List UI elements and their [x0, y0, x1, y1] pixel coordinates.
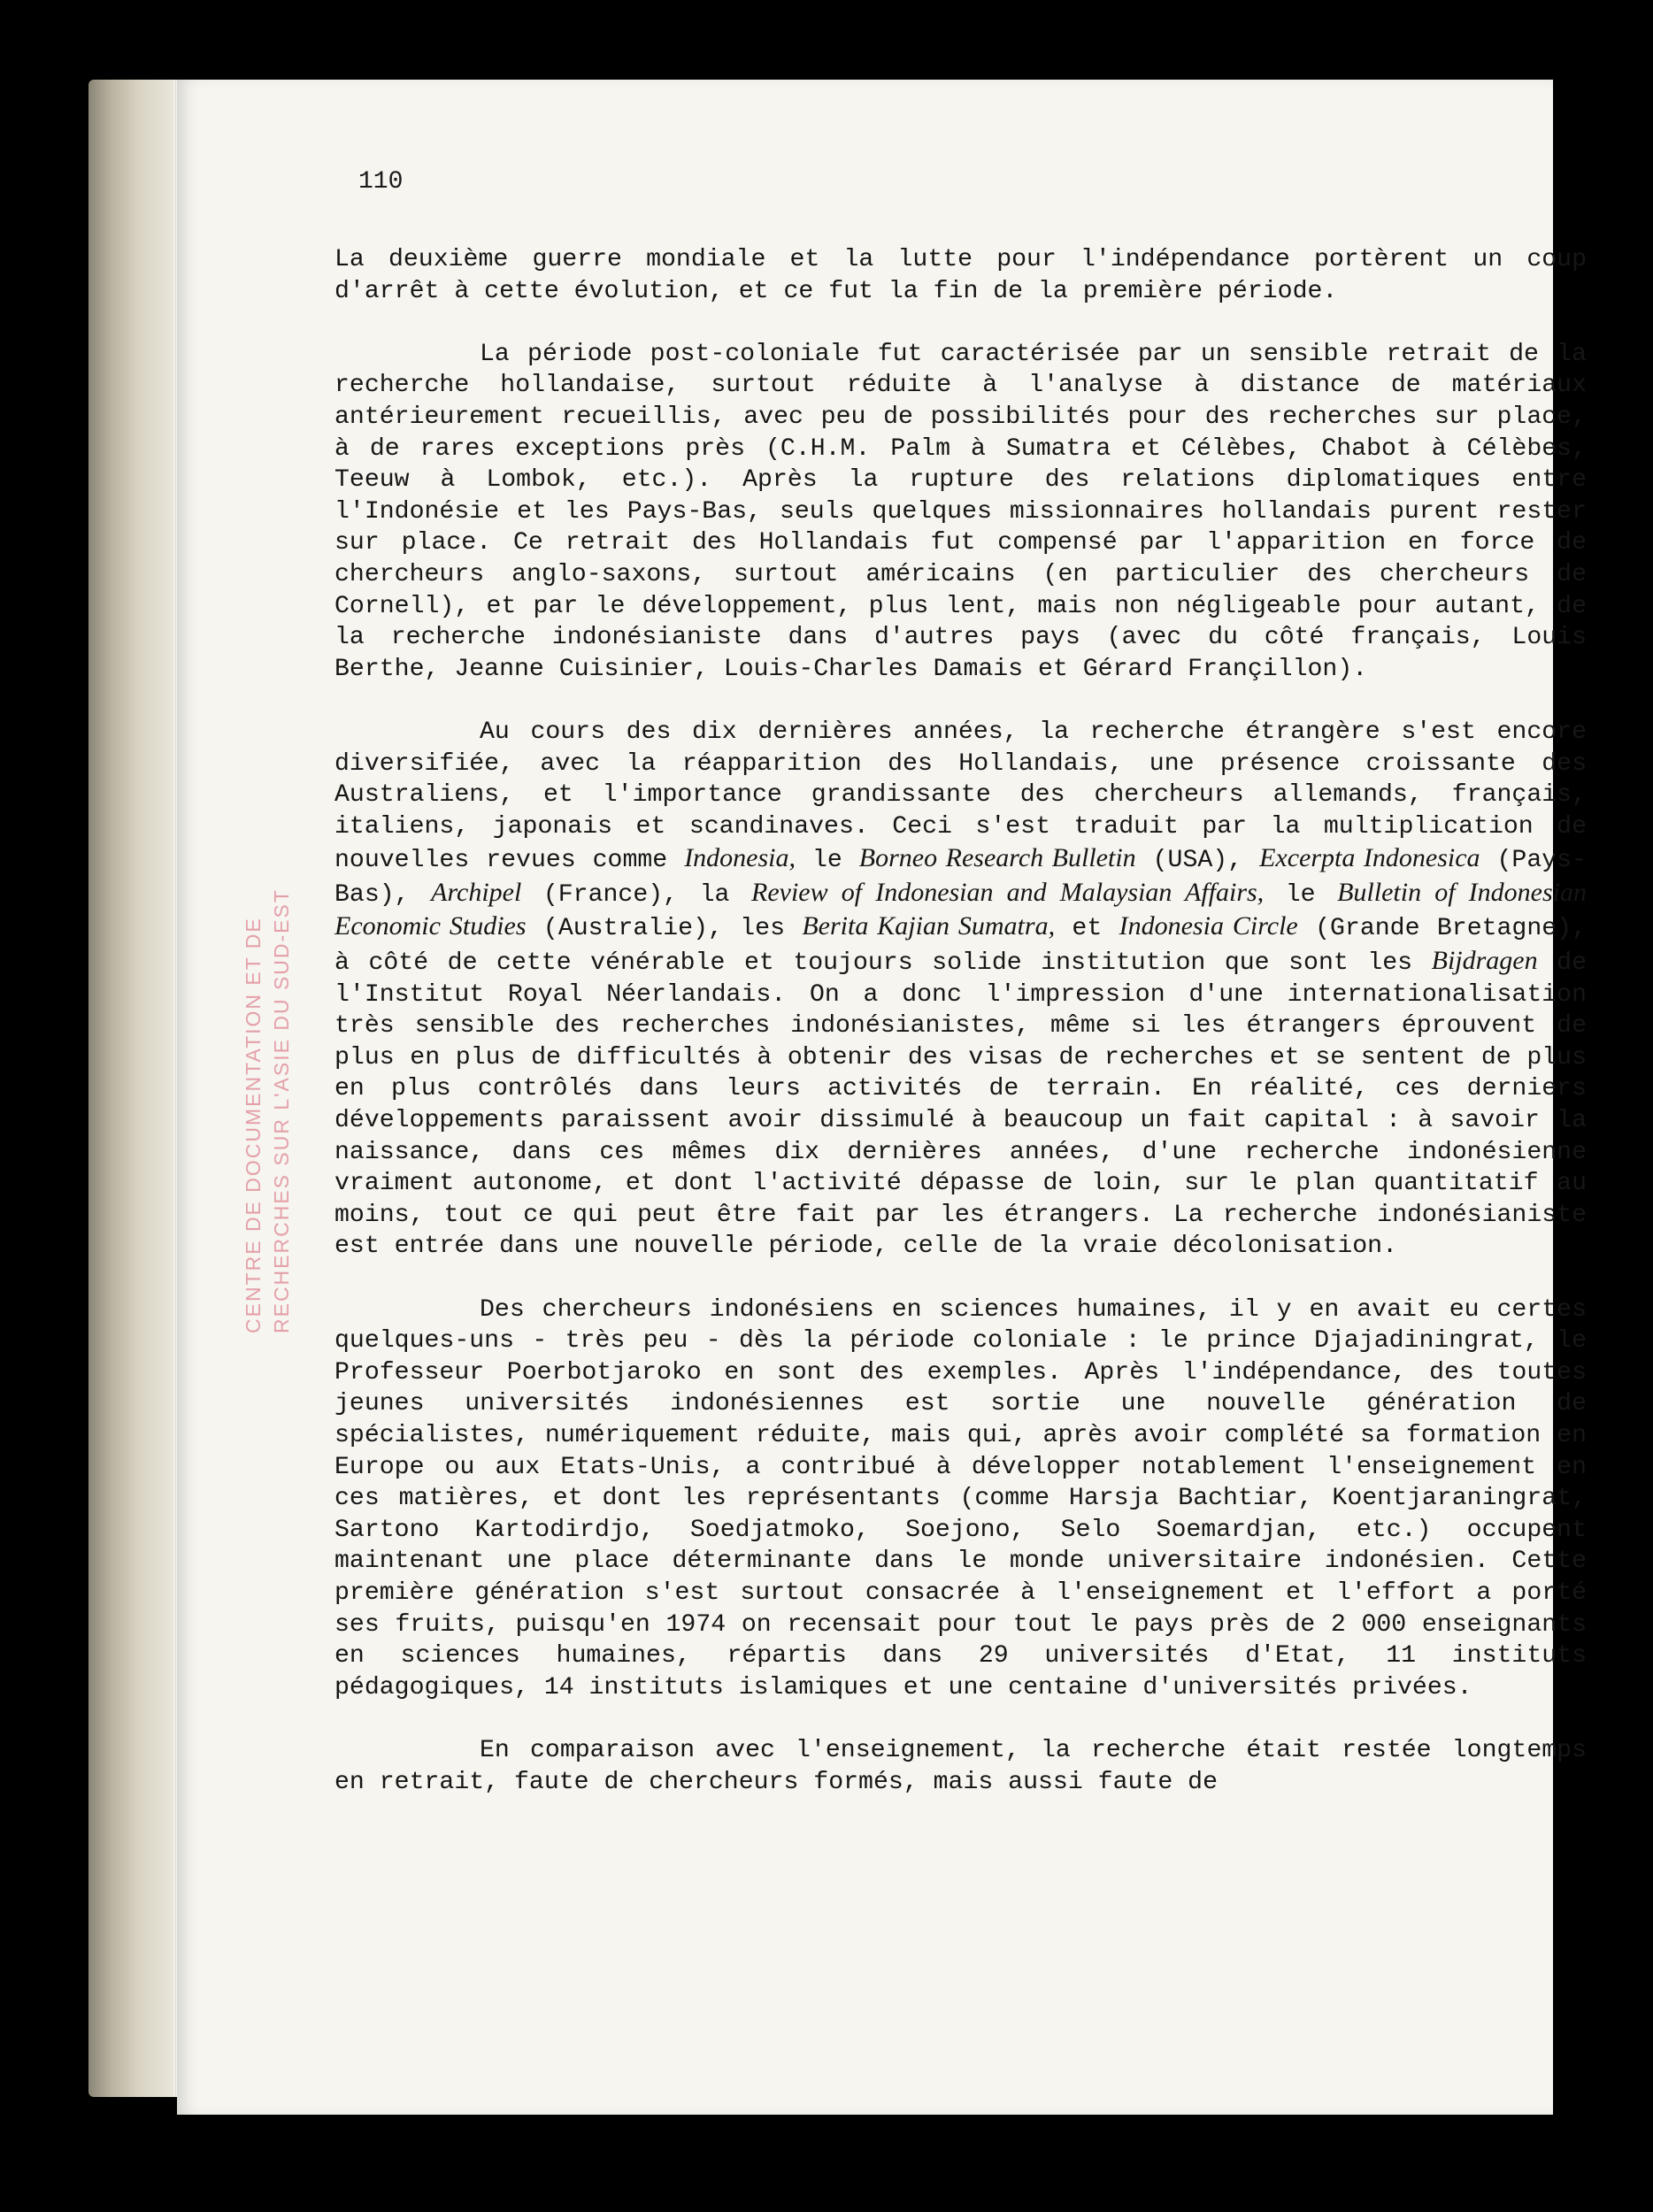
- paragraph-3: [334, 717, 1587, 1263]
- paragraph-3-text-e: (France), la: [521, 880, 751, 909]
- journal-title-excerpta-indonesica: Excerpta Indonesica: [1259, 843, 1480, 873]
- paragraph-4: Des chercheurs indonésiens en sciences humaines, il y en avait eu certes quelques-uns - très peu - dès la période coloniale : le prince Djajadiningrat, le Professeur Poerbotjaroko en sont des exemples. Après l'indépendance, des toutes jeunes universités indonésiennes est sortie une nouvelle génération de spécialistes, numériquement réduite, mais qui, après avoir complété sa formation en Europe ou aux Etats-Unis, a contribué à développer notablement l'enseignement en ces matières, et dont les représentants (comme Harsja Bachtiar, Koentjaraningrat, Sartono Kartodirdjo, Soedjatmoko, Soejono, Selo Soemardjan, etc.) occupent maintenant une place déterminante dans le monde universitaire indonésien. Cette première génération s'est surtout consacrée à l'enseignement et l'effort a porté ses fruits, puisqu'en 1974 on recensait pour tout le pays près de 2 000 enseignants en sciences humaines, répartis dans 29 universités d'Etat, 11 instituts pédagogiques, 14 instituts islamiques et une centaine d'universités privées.: [334, 1295, 1587, 1701]
- paragraph-3-text-f: le: [1264, 880, 1338, 909]
- stamp-line-1: CENTRE DE DOCUMENTATION ET DE: [242, 917, 265, 1333]
- journal-title-borneo-research-bulletin: Borneo Research Bulletin: [858, 843, 1136, 873]
- paragraph-3-text-d: (Pays-Bas),: [334, 847, 1587, 909]
- journal-title-bijdragen: Bijdragen: [1431, 946, 1538, 976]
- paragraph-3-text-a: Au cours des dix dernières années, la recherche étrangère s'est encore diversifiée, avec la réapparition des Hollandais, une présence croissante des Australiens, et l'importance grandissante des chercheurs allemands, français, italiens, japonais et scandinaves. Ceci s'est traduit par la multiplication de nouvelles revues comme: [334, 718, 1587, 875]
- paragraph-5: En comparaison avec l'enseignement, la recherche était restée longtemps en retrait, faute de chercheurs formés, mais aussi faute de: [334, 1736, 1587, 1796]
- paragraph-3-text-i: (Grande Bretagne), à côté de cette vénérable et toujours solide institution que sont les: [334, 915, 1588, 978]
- paragraph-1: La deuxième guerre mondiale et la lutte pour l'indépendance portèrent un coup d'arrêt à cette évolution, et ce fut la fin de la première période.: [334, 246, 1587, 305]
- journal-title-berita-kajian-sumatra: Berita Kajian Sumatra,: [802, 911, 1056, 941]
- page-number: 110: [358, 168, 404, 196]
- paragraph-3-text-c: (USA),: [1135, 847, 1260, 875]
- paragraph-3-text-j: de l'Institut Royal Néerlandais. On a donc l'impression d'une internationalisation très sensible des recherches indonésianistes, même si les étrangers éprouvent de plus en plus de difficultés à obtenir des visas de recherches et se sentent de plus en plus contrôlés dans leurs activités de terrain. En réalité, ces derniers développements paraissent avoir dissimulé à beaucoup un fait capital : à savoir la naissance, dans ces mêmes dix dernières années, d'une recherche indonésienne vraiment autonome, et dont l'activité dépasse de loin, sur le plan quantitatif au moins, tout ce qui peut être fait par les étrangers. La recherche indonésianiste est entrée dans une nouvelle période, celle de la vraie décolonisation.: [334, 949, 1587, 1261]
- journal-title-bulletin-indonesian-economic-studies: Bulletin of Indonesian Economic Studies: [334, 877, 1587, 941]
- stamp-line-2: RECHERCHES SUR L'ASIE DU SUD-EST: [270, 888, 293, 1333]
- journal-title-indonesia: Indonesia,: [684, 843, 796, 873]
- paragraph-3-text-g: (Australie), les: [526, 915, 803, 943]
- paragraph-3-text-h: et: [1055, 915, 1119, 943]
- library-stamp: [239, 888, 296, 1333]
- paragraph-2: La période post-coloniale fut caractérisée par un sensible retrait de la recherche hollandaise, surtout réduite à l'analyse à distance de matériaux antérieurement recueillis, avec peu de possibilités pour des recherches sur place, à de rares exceptions près (C.H.M. Palm à Sumatra et Célèbes, Chabot à Célèbes, Teeuw à Lombok, etc.). Après la rupture des relations diplomatiques entre l'Indonésie et les Pays-Bas, seuls quelques missionnaires hollandais purent rester sur place. Ce retrait des Hollandais fut compensé par l'apparition en force de chercheurs anglo-saxons, surtout américains (en particulier des chercheurs de Cornell), et par le développement, plus lent, mais non négligeable pour autant, de la recherche indonésianiste dans d'autres pays (avec du côté français, Louis Berthe, Jeanne Cuisinier, Louis-Charles Damais et Gérard Françillon).: [334, 340, 1587, 683]
- journal-title-review-indonesian-malaysian-affairs: Review of Indonesian and Malaysian Affairs,: [751, 877, 1265, 907]
- paragraph-3-text-b: le: [796, 847, 859, 875]
- book-page: [177, 80, 1588, 2115]
- journal-title-indonesia-circle: Indonesia Circle: [1119, 911, 1298, 941]
- journal-title-archipel: Archipel: [431, 877, 522, 907]
- body-text: [334, 244, 1587, 1830]
